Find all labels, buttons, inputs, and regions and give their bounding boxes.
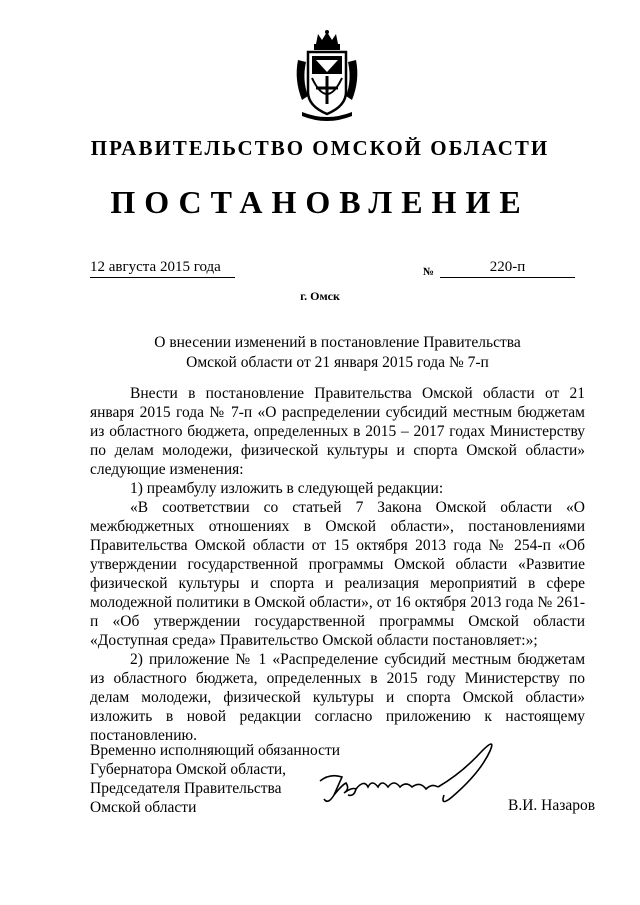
- subject-line-1: О внесении изменений в постановление Правительства: [154, 334, 521, 351]
- signatory-name: В.И. Назаров: [508, 797, 596, 814]
- subject-line-2: Омской области от 21 января 2015 года № 7-п: [186, 354, 489, 371]
- body-paragraph: 2) приложение № 1 «Распределение субсидий местным бюджетам из областного бюджета, определенных в 2015 году Министерству по делам молодежи, физической культуры и спорта Омской области» изложить в новой редакции согласно приложению к настоящему постановлению.: [90, 651, 585, 744]
- signatory-line-4: Омской области: [90, 799, 197, 816]
- signatory-line-3: Председателя Правительства: [90, 780, 282, 797]
- government-title: ПРАВИТЕЛЬСТВО ОМСКОЙ ОБЛАСТИ: [90, 136, 550, 160]
- body-paragraph: «В соответствии со статьей 7 Закона Омской области «О межбюджетных отношениях в Омской области», постановлениями Правительства Омской области от 15 октября 2013 года № 254-п «Об утверждении государственной программы Омской области «Развитие физической культуры и спорта и реализация мероприятий в сфере молодежной политики в Омской области», от 16 октября 2013 года № 261-п «Об утверждении государственной программы Омской области «Доступная среда» Правительство Омской области постановляет:»;: [90, 499, 585, 649]
- document-number: 220-п: [440, 259, 575, 278]
- number-label: №: [423, 266, 435, 278]
- signatory-line-2: Губернатора Омской области,: [90, 761, 287, 778]
- document-date: 12 августа 2015 года: [90, 259, 235, 278]
- signatory-title: [90, 741, 340, 817]
- signatory-line-1: Временно исполняющий обязанности: [90, 742, 341, 759]
- city: г. Омск: [300, 289, 340, 303]
- handwritten-signature: [312, 733, 502, 813]
- coat-of-arms-icon: [292, 30, 362, 122]
- document-body: [90, 384, 585, 745]
- body-paragraph: Внести в постановление Правительства Омской области от 21 января 2015 года № 7-п «О распределении субсидий местным бюджетам из областного бюджета, определенных в 2015 – 2017 годах Министерству по делам молодежи, физической культуры и спорта Омской области» следующие изменения:: [90, 385, 585, 478]
- document-type-title: ПОСТАНОВЛЕНИЕ: [110, 184, 530, 220]
- document-subject: [90, 333, 585, 373]
- body-paragraph: 1) преамбулу изложить в следующей редакции:: [130, 480, 444, 497]
